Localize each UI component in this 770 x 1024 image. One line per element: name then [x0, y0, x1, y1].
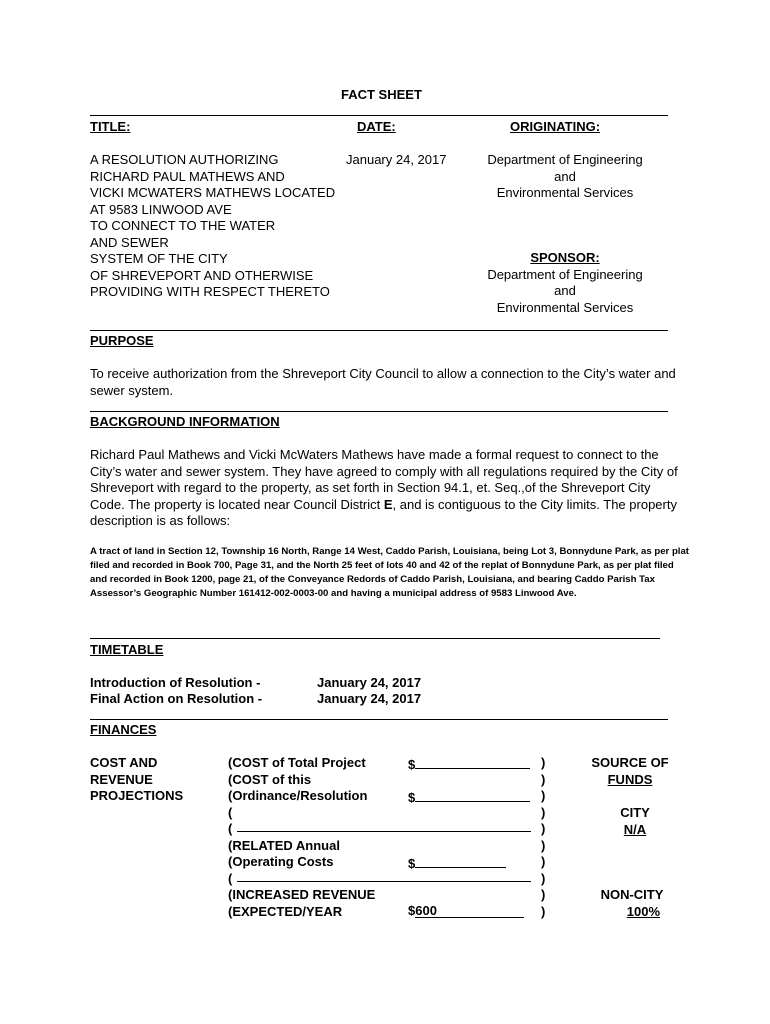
- sponsor-label: SPONSOR:: [530, 250, 600, 265]
- title-line: RICHARD PAUL MATHEWS AND: [90, 168, 285, 184]
- cost-label-line: REVENUE: [90, 771, 153, 787]
- paren: ): [541, 788, 546, 803]
- background-text: [90, 447, 682, 530]
- divider: [90, 719, 668, 720]
- blank-line: [237, 881, 531, 882]
- dollar-sign: $: [408, 757, 416, 772]
- cost-items: [228, 755, 375, 920]
- sponsor-block: [480, 250, 650, 316]
- paren: ): [541, 837, 546, 853]
- paren: ): [541, 887, 546, 902]
- purpose-text: To receive authorization from the Shreveport City Council to allow a connection to the City’s water and sewer system.: [90, 366, 676, 398]
- cost-item: (Operating Costs: [228, 854, 334, 869]
- sponsor-line: Environmental Services: [496, 299, 634, 315]
- purpose-heading: PURPOSE: [90, 333, 154, 348]
- originating-block: [480, 152, 650, 202]
- dollar-sign: $: [408, 903, 416, 918]
- paren: ): [541, 903, 546, 919]
- city-funds: [580, 805, 690, 838]
- originating-line: Department of Engineering: [487, 152, 643, 167]
- title-line: TO CONNECT TO THE WATER: [90, 218, 276, 233]
- cost-label-line: PROJECTIONS: [90, 788, 184, 803]
- divider: [90, 638, 660, 639]
- council-district: E: [383, 496, 393, 512]
- blank-line: [237, 831, 531, 832]
- closing-parens: [541, 755, 545, 920]
- operating-costs-amount: [408, 854, 506, 871]
- title-line: OF SHREVEPORT AND OTHERWISE: [90, 267, 314, 283]
- cost-item: (INCREASED REVENUE: [228, 887, 376, 902]
- timetable-heading: TIMETABLE: [90, 642, 164, 657]
- amount-value: [415, 904, 524, 918]
- amount-blank: [415, 755, 530, 769]
- dollar-sign: $: [408, 856, 416, 871]
- date-value: January 24, 2017: [346, 152, 447, 167]
- cost-item: (: [228, 804, 233, 820]
- noncity-funds: [577, 887, 687, 920]
- cost-projections-label: [90, 755, 183, 805]
- sponsor-line: and: [554, 283, 576, 298]
- divider: [90, 411, 668, 412]
- city-label: CITY: [620, 805, 650, 820]
- finances-heading: FINANCES: [90, 722, 157, 737]
- background-text-part: Richard Paul Mathews and Vicki McWaters Mathews have made a formal request to connect to the City’s water and sewer system. They have agreed to comply with all regulations required by the City of Shreveport with regard to the property, as set forth in Section 94.1, et. Seq.,of the Shreveport City Code. The property is located near Council District: [90, 447, 678, 512]
- originating-line: and: [554, 168, 576, 184]
- noncity-value: [577, 904, 687, 921]
- title-line: PROVIDING WITH RESPECT THERETO: [90, 284, 330, 299]
- cost-item: (RELATED Annual: [228, 837, 340, 853]
- title-line: AT 9583 LINWOOD AVE: [90, 201, 232, 217]
- increased-revenue-amount: [408, 903, 524, 918]
- amount-blank: [415, 788, 530, 802]
- amount-blank: [415, 854, 506, 868]
- city-value: [580, 822, 690, 839]
- city-value-text: N/A: [623, 821, 647, 837]
- increased-revenue-value: 600: [415, 903, 437, 918]
- resolution-title: [90, 152, 335, 301]
- title-line: SYSTEM OF THE CITY: [90, 251, 228, 266]
- paren: ): [541, 870, 546, 886]
- background-text-part: , and is contiguous to the City limits. The property description is as follows:: [90, 496, 677, 528]
- cost-item: (EXPECTED/YEAR: [228, 903, 343, 919]
- property-description: A tract of land in Section 12, Township 16 North, Range 14 West, Caddo Parish, Louisiana, being Lot 3, Bonnydune Park, as per plat filed and recorded in Book 700, Page 31, and the North 25 feet of lots 40 and 42 of the replat of Bonnydune Park, as per plat filed and recorded in Book 1200, page 21, of the Conveyance Redords of Caddo Parish, Louisiana, and bearing Caddo Parish Tax Assessor’s Geographic Number 161412-002-0003-00 and having a municipal address of 9583 Linwood Ave.: [90, 546, 689, 599]
- ordinance-amount: [408, 788, 530, 805]
- background-heading: BACKGROUND INFORMATION: [90, 414, 280, 429]
- doc-title: FACT SHEET: [341, 87, 422, 102]
- source-label: SOURCE OF: [591, 755, 669, 770]
- originating-header: ORIGINATING:: [510, 119, 601, 134]
- title-line: AND SEWER: [90, 234, 169, 250]
- source-of-funds: [575, 755, 685, 788]
- divider: [90, 115, 668, 116]
- noncity-value-text: 100%: [626, 903, 660, 919]
- divider: [90, 330, 668, 331]
- noncity-label: NON-CITY: [600, 887, 664, 902]
- paren: ): [541, 755, 546, 770]
- cost-item: (: [228, 821, 233, 836]
- timetable-date: January 24, 2017: [317, 691, 422, 706]
- paren: ): [541, 821, 546, 836]
- timetable-label: Final Action on Resolution -: [90, 691, 263, 706]
- timetable-label: Introduction of Resolution -: [90, 675, 261, 690]
- date-header: DATE:: [357, 119, 396, 134]
- paren: ): [541, 804, 546, 820]
- paren: ): [541, 854, 546, 869]
- timetable-date: January 24, 2017: [317, 675, 422, 690]
- title-line: A RESOLUTION AUTHORIZING: [90, 152, 279, 167]
- cost-item: (COST of Total Project: [228, 755, 366, 770]
- originating-line: Environmental Services: [496, 185, 634, 200]
- cost-label-line: COST AND: [90, 755, 158, 770]
- sponsor-line: Department of Engineering: [487, 266, 643, 282]
- cost-item: (COST of this: [228, 771, 312, 787]
- title-line: VICKI MCWATERS MATHEWS LOCATED: [90, 185, 336, 200]
- total-project-amount: [408, 755, 530, 772]
- title-header: TITLE:: [90, 119, 131, 134]
- dollar-sign: $: [408, 790, 416, 805]
- cost-item: (Ordinance/Resolution: [228, 788, 368, 803]
- cost-item: (: [228, 870, 233, 886]
- funds-label: FUNDS: [607, 771, 653, 787]
- paren: ): [541, 771, 546, 787]
